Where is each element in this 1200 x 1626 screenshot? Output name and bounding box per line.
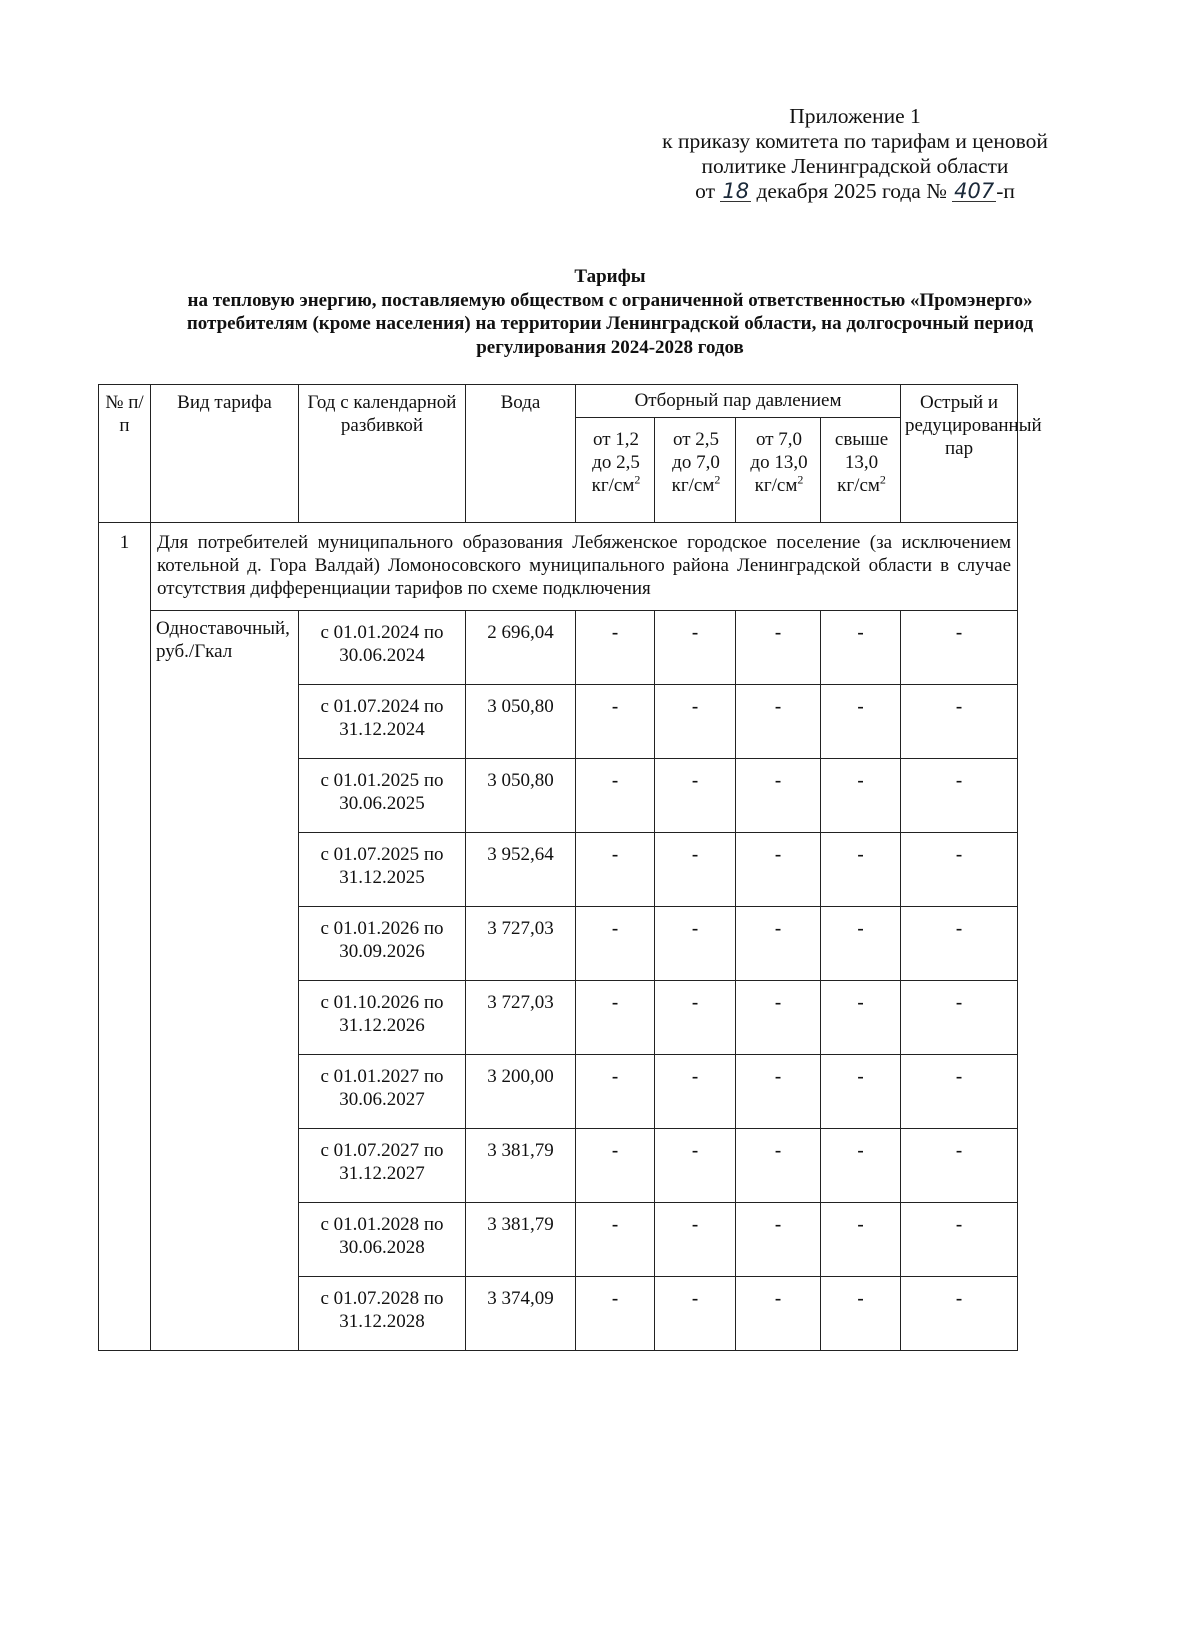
period-cell: с 01.01.2025 по 30.06.2025	[299, 759, 466, 833]
handwritten-day: 18	[722, 179, 750, 203]
water-tariff-cell: 3 727,03	[466, 907, 576, 981]
header-steam-group: Отборный пар давлением	[576, 385, 901, 418]
water-tariff-cell: 3 381,79	[466, 1129, 576, 1203]
period-cell: с 01.10.2026 по 31.12.2026	[299, 981, 466, 1055]
title-line-2: на тепловую энергию, поставляемую обществом с ограниченной ответственностью «Промэнерго»	[187, 289, 1033, 311]
annex-line-4	[600, 179, 1110, 204]
steam-tariff-cell: -	[576, 907, 655, 981]
annex-date-prefix: от	[695, 179, 721, 203]
water-tariff-cell: 3 381,79	[466, 1203, 576, 1277]
period-cell: с 01.07.2025 по 31.12.2025	[299, 833, 466, 907]
steam-tariff-cell: -	[655, 1277, 736, 1351]
steam-tariff-cell: -	[821, 759, 901, 833]
section-number: 1	[99, 523, 151, 1351]
steam-tariff-cell: -	[655, 833, 736, 907]
sharp-steam-tariff-cell: -	[901, 1203, 1018, 1277]
sharp-steam-tariff-cell: -	[901, 759, 1018, 833]
annex-line-1: Приложение 1	[789, 104, 921, 128]
steam-tariff-cell: -	[576, 1129, 655, 1203]
water-tariff-cell: 3 200,00	[466, 1055, 576, 1129]
sharp-steam-tariff-cell: -	[901, 1055, 1018, 1129]
header-steam-col-2: от 2,5 до 7,0 $кг/см^2$	[655, 418, 736, 523]
steam-tariff-cell: -	[655, 759, 736, 833]
steam-tariff-cell: -	[576, 759, 655, 833]
header-sharp-steam: Острый и редуцированный пар	[901, 385, 1018, 523]
steam-tariff-cell: -	[655, 907, 736, 981]
header-tariff-kind: Вид тарифа	[151, 385, 299, 523]
annex-line-3: политике Ленинградской области	[701, 154, 1009, 178]
steam-tariff-cell: -	[576, 981, 655, 1055]
period-cell: с 01.07.2027 по 31.12.2027	[299, 1129, 466, 1203]
steam-tariff-cell: -	[655, 611, 736, 685]
annex-line-2: к приказу комитета по тарифам и ценовой	[662, 129, 1048, 153]
header-steam-col-3: от 7,0 до 13,0 $кг/см^2$	[736, 418, 821, 523]
steam-tariff-cell: -	[655, 685, 736, 759]
header-steam-col-4: свыше 13,0 $кг/см^2$	[821, 418, 901, 523]
sharp-steam-tariff-cell: -	[901, 981, 1018, 1055]
steam-tariff-cell: -	[821, 1277, 901, 1351]
period-cell: с 01.07.2024 по 31.12.2024	[299, 685, 466, 759]
sharp-steam-tariff-cell: -	[901, 907, 1018, 981]
annex-header	[600, 104, 1110, 204]
steam-tariff-cell: -	[736, 685, 821, 759]
steam-tariff-cell: -	[736, 611, 821, 685]
steam-tariff-cell: -	[736, 833, 821, 907]
steam-tariff-cell: -	[736, 1129, 821, 1203]
sharp-steam-tariff-cell: -	[901, 833, 1018, 907]
table-row	[99, 611, 1018, 685]
header-number: № п/п	[99, 385, 151, 523]
steam-tariff-cell: -	[736, 1055, 821, 1129]
period-cell: с 01.07.2028 по 31.12.2028	[299, 1277, 466, 1351]
steam-tariff-cell: -	[821, 1203, 901, 1277]
annex-date-middle: декабря 2025 года №	[751, 179, 953, 203]
steam-tariff-cell: -	[736, 759, 821, 833]
steam-tariff-cell: -	[736, 1277, 821, 1351]
steam-tariff-cell: -	[655, 981, 736, 1055]
water-tariff-cell: 3 952,64	[466, 833, 576, 907]
steam-tariff-cell: -	[821, 1055, 901, 1129]
water-tariff-cell: 2 696,04	[466, 611, 576, 685]
steam-tariff-cell: -	[736, 1203, 821, 1277]
section-description: Для потребителей муниципального образования Лебяженское городское поселение (за исключением котельной д. Гора Валдай) Ломоносовского муниципального района Ленинградской области в случае отсутствия дифференциации тарифов по схеме подключения	[151, 523, 1018, 611]
steam-tariff-cell: -	[821, 685, 901, 759]
sharp-steam-tariff-cell: -	[901, 1277, 1018, 1351]
steam-tariff-cell: -	[821, 1129, 901, 1203]
title-line-4: регулирования 2024-2028 годов	[476, 336, 744, 358]
steam-tariff-cell: -	[655, 1129, 736, 1203]
steam-tariff-cell: -	[821, 907, 901, 981]
steam-tariff-cell: -	[655, 1055, 736, 1129]
header-period: Год с календарной разбивкой	[299, 385, 466, 523]
water-tariff-cell: 3 050,80	[466, 759, 576, 833]
title-line-3: потребителям (кроме населения) на территории Ленинградской области, на долгосрочный период	[186, 313, 1034, 334]
annex-order-suffix: -п	[996, 179, 1015, 203]
period-cell: с 01.01.2026 по 30.09.2026	[299, 907, 466, 981]
period-cell: с 01.01.2028 по 30.06.2028	[299, 1203, 466, 1277]
steam-tariff-cell: -	[576, 685, 655, 759]
steam-tariff-cell: -	[576, 1203, 655, 1277]
header-water: Вода	[466, 385, 576, 523]
water-tariff-cell: 3 050,80	[466, 685, 576, 759]
steam-tariff-cell: -	[576, 611, 655, 685]
handwritten-order-number: 407	[954, 179, 995, 203]
tariff-table	[98, 384, 1042, 1351]
document-title	[100, 265, 1120, 359]
water-tariff-cell: 3 727,03	[466, 981, 576, 1055]
title-line-1: Тарифы	[574, 266, 646, 287]
tariff-kind-cell: Одноставочный, руб./Гкал	[151, 611, 299, 1351]
water-tariff-cell: 3 374,09	[466, 1277, 576, 1351]
steam-tariff-cell: -	[736, 981, 821, 1055]
steam-tariff-cell: -	[821, 981, 901, 1055]
period-cell: с 01.01.2024 по 30.06.2024	[299, 611, 466, 685]
sharp-steam-tariff-cell: -	[901, 611, 1018, 685]
steam-tariff-cell: -	[821, 611, 901, 685]
sharp-steam-tariff-cell: -	[901, 685, 1018, 759]
steam-tariff-cell: -	[821, 833, 901, 907]
sharp-steam-tariff-cell: -	[901, 1129, 1018, 1203]
steam-tariff-cell: -	[576, 833, 655, 907]
header-steam-col-1: от 1,2 до 2,5 $кг/см^2$	[576, 418, 655, 523]
period-cell: с 01.01.2027 по 30.06.2027	[299, 1055, 466, 1129]
steam-tariff-cell: -	[576, 1277, 655, 1351]
steam-tariff-cell: -	[736, 907, 821, 981]
steam-tariff-cell: -	[576, 1055, 655, 1129]
steam-tariff-cell: -	[655, 1203, 736, 1277]
